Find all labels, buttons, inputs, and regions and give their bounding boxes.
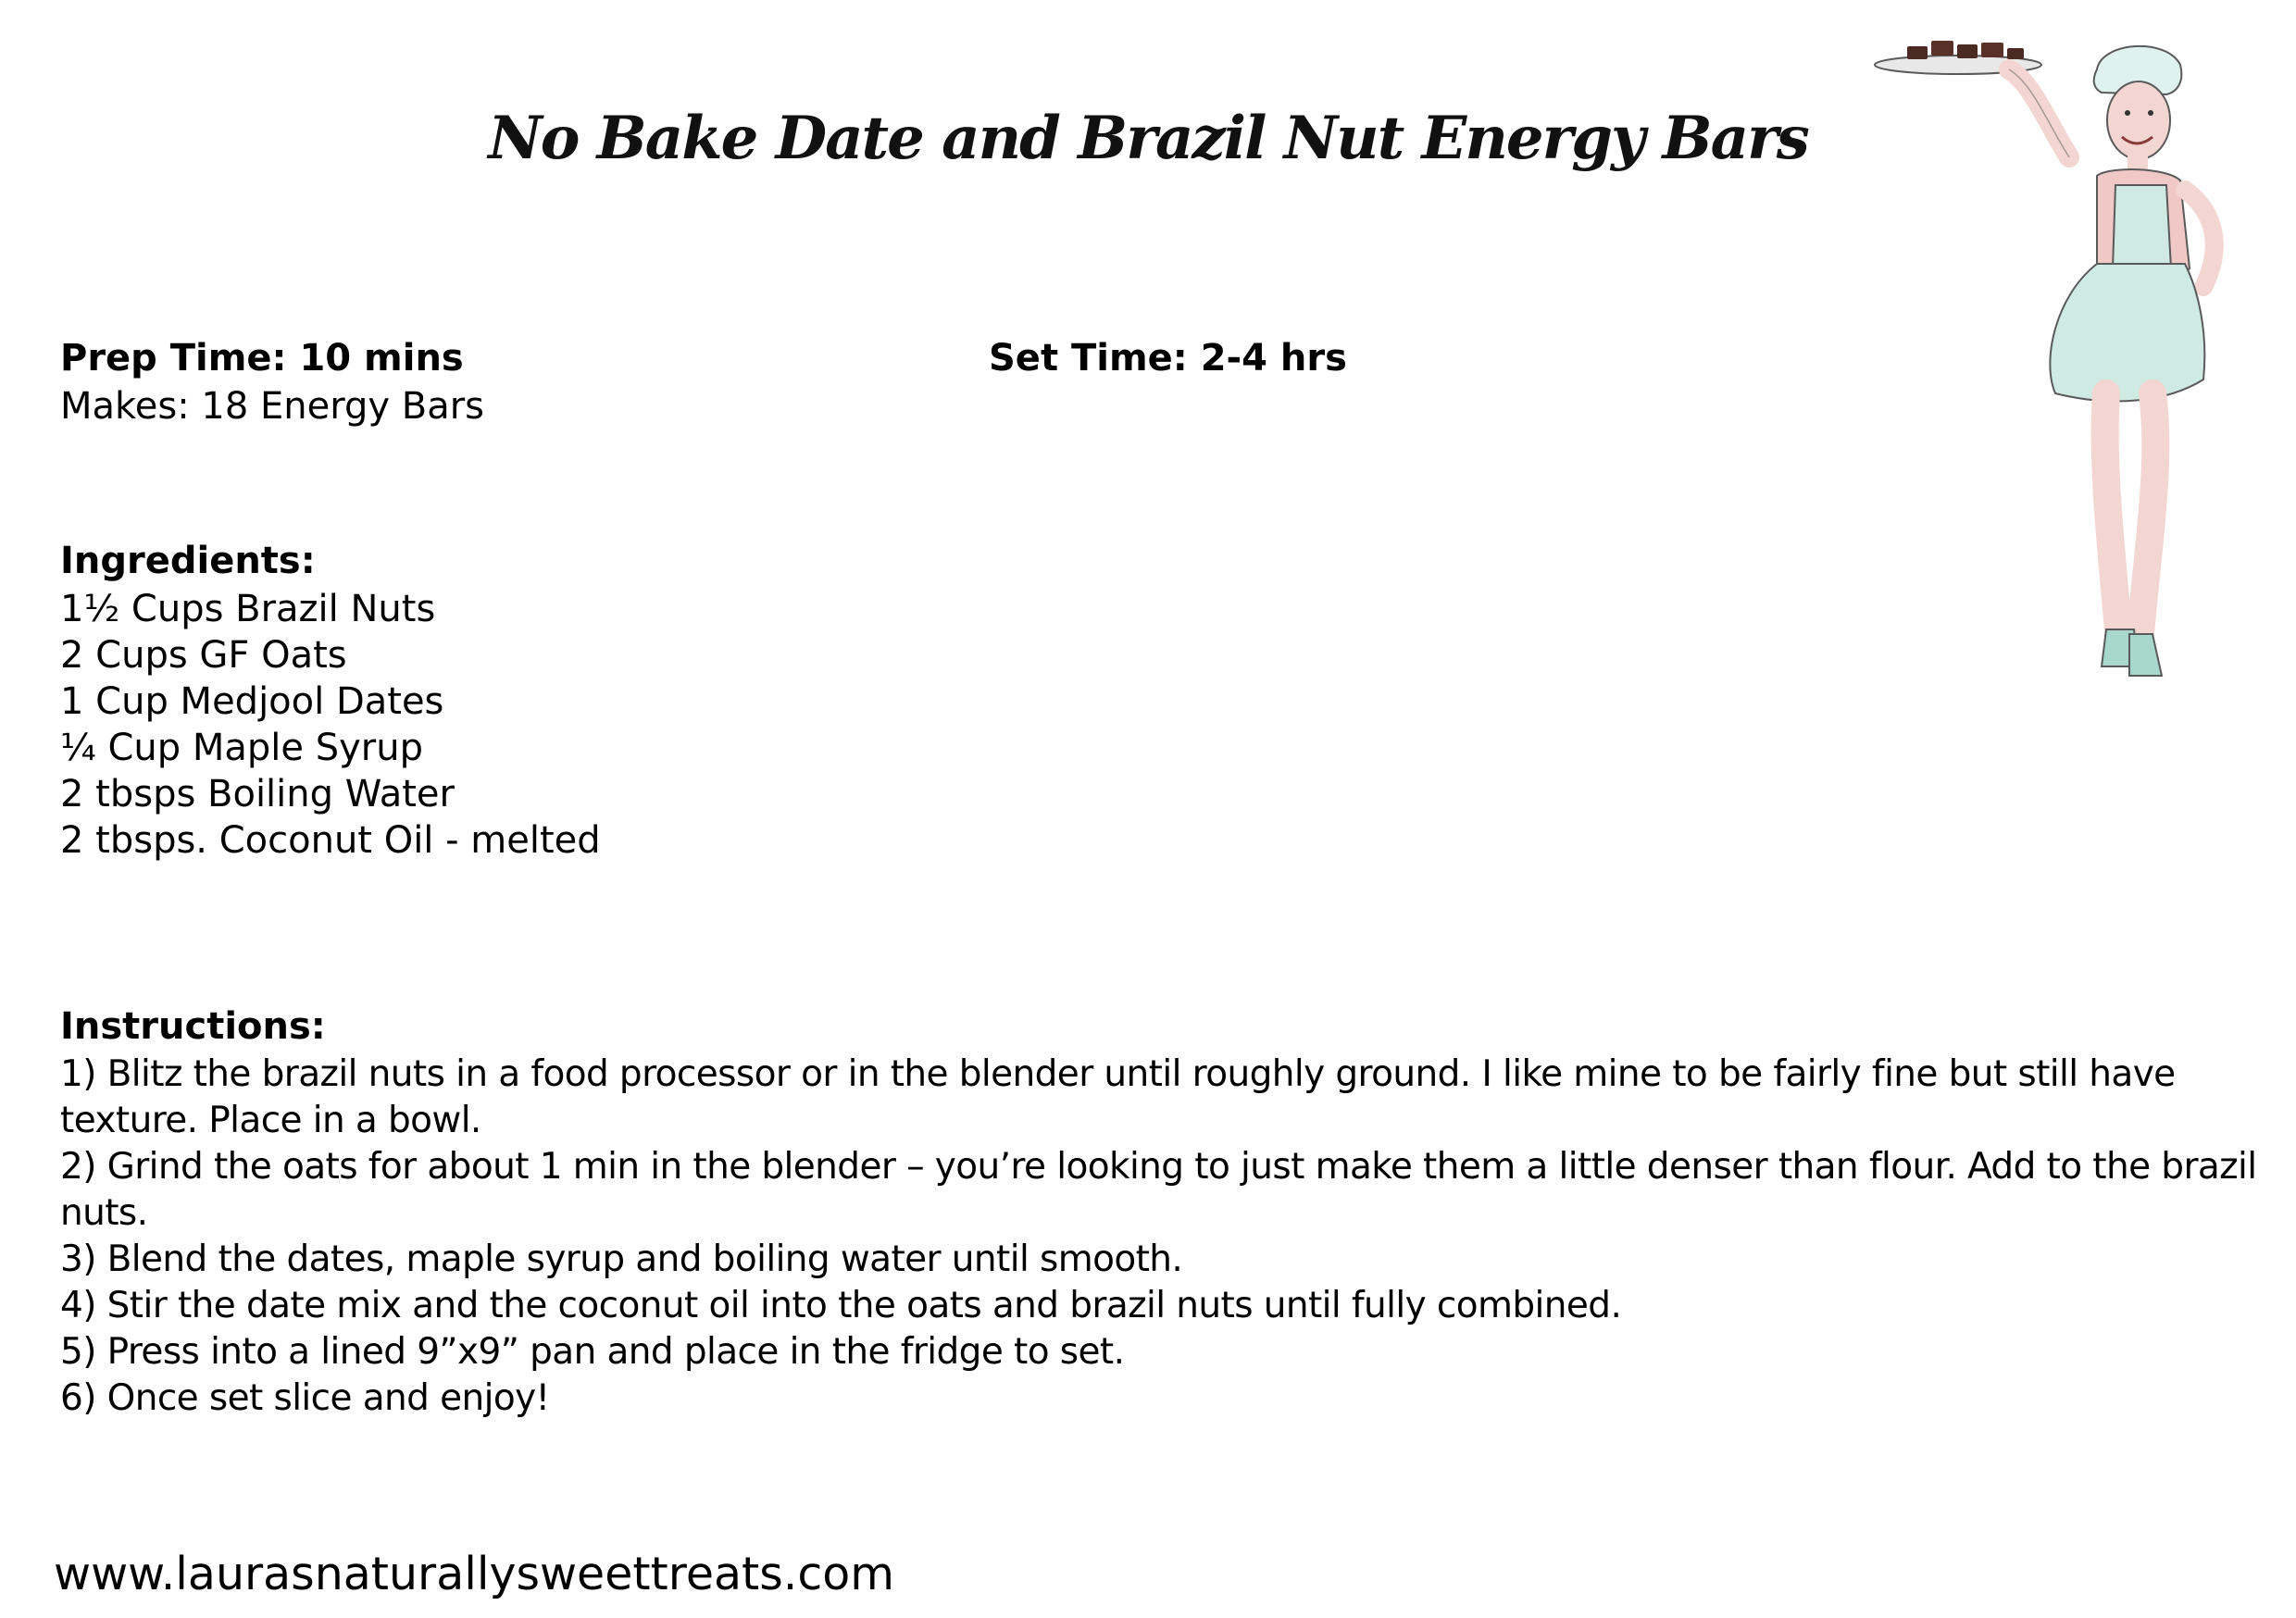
head	[2107, 81, 2170, 159]
ingredient-item: 2 tbsps Boiling Water	[60, 773, 455, 815]
raised-arm	[2009, 69, 2069, 157]
treat	[2007, 48, 2024, 59]
leg-right	[2140, 393, 2155, 634]
ingredients-heading: Ingredients:	[60, 540, 316, 582]
makes-count: Makes: 18 Energy Bars	[60, 385, 485, 428]
ingredient-item: 2 Cups GF Oats	[60, 634, 347, 677]
pinup-baker-holding-tray-icon	[1870, 28, 2259, 703]
ingredient-item: 1 Cup Medjool Dates	[60, 680, 444, 723]
instruction-step: 2) Grind the oats for about 1 min in the blender – you’re looking to just make them a little denser than flour. Add to the brazil nuts.	[60, 1146, 2257, 1234]
ingredient-item: ¼ Cup Maple Syrup	[60, 727, 423, 769]
leg-left	[2105, 393, 2118, 629]
instruction-step: 6) Once set slice and enjoy!	[60, 1377, 550, 1419]
shoe	[2129, 634, 2162, 676]
website-url: www.laurasnaturallysweettreats.com	[54, 1548, 894, 1600]
instructions-list	[60, 1052, 2282, 1422]
instructions-heading: Instructions:	[60, 1005, 326, 1048]
apron	[2113, 185, 2171, 268]
treat	[1981, 43, 2003, 57]
set-time: Set Time: 2-4 hrs	[989, 337, 1347, 380]
instruction-step: 1) Blitz the brazil nuts in a food processor or in the blender until roughly ground. I like mine to be fairly fine but still have texture. Place in a bowl.	[60, 1053, 2176, 1141]
prep-time: Prep Time: 10 mins	[60, 337, 464, 380]
instruction-step: 5) Press into a lined 9”x9” pan and place in the fridge to set.	[60, 1331, 1125, 1373]
ingredient-item: 2 tbsps. Coconut Oil - melted	[60, 819, 601, 862]
ingredient-item: 1½ Cups Brazil Nuts	[60, 588, 436, 630]
ingredients-list	[60, 586, 601, 864]
instruction-step: 4) Stir the date mix and the coconut oil into the oats and brazil nuts until fully combined.	[60, 1285, 1622, 1326]
recipe-title: No Bake Date and Brazil Nut Energy Bars	[488, 104, 1808, 173]
treat	[1931, 41, 1953, 56]
skirt	[2050, 264, 2204, 401]
treat	[1957, 44, 1978, 58]
treat	[1907, 46, 1928, 59]
instruction-step: 3) Blend the dates, maple syrup and boiling water until smooth.	[60, 1238, 1183, 1280]
